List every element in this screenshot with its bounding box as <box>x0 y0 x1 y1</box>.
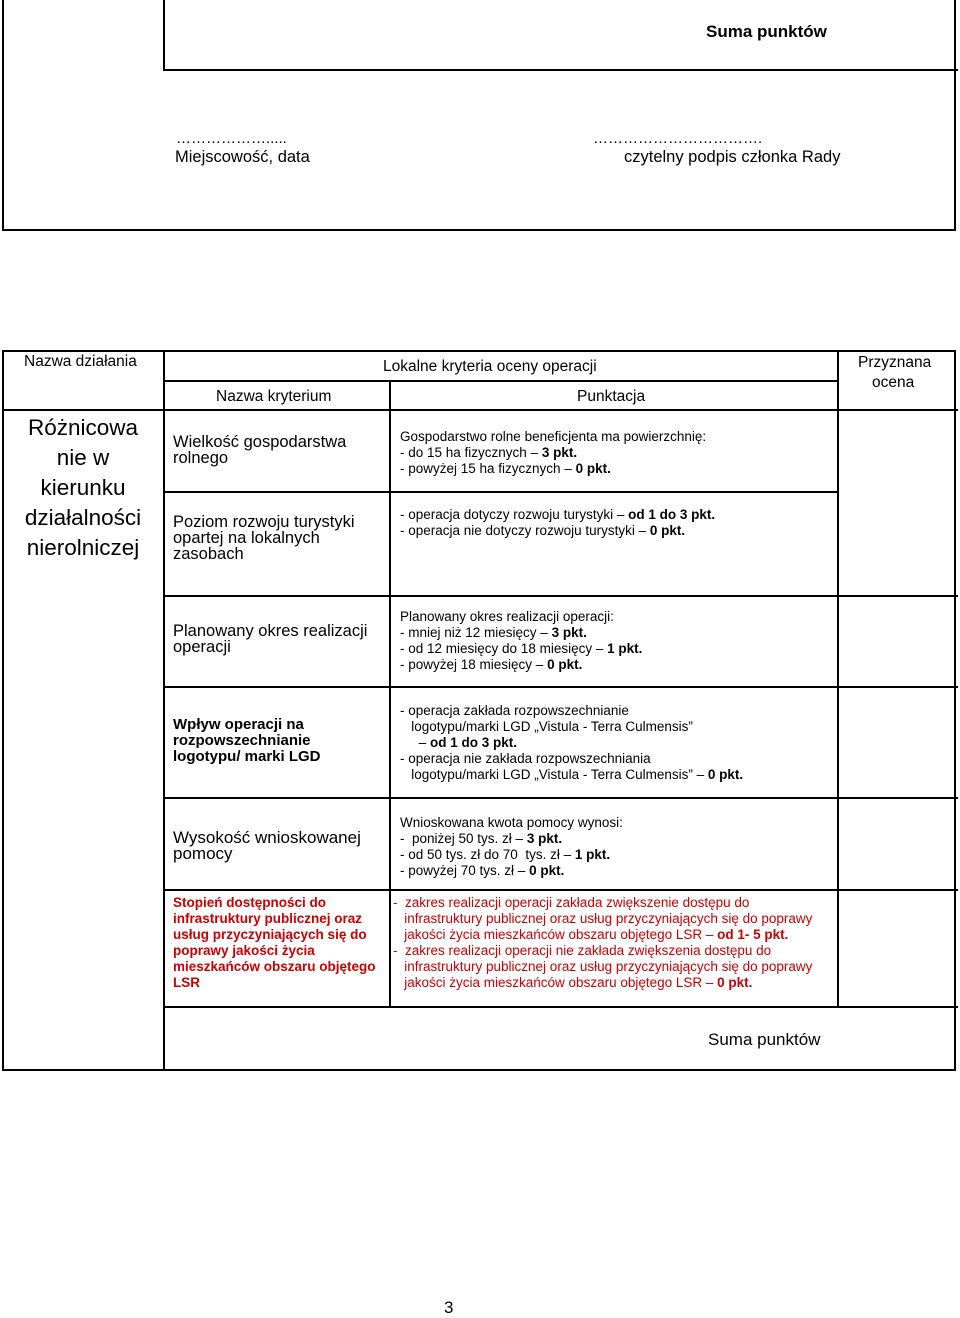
scoring-points: 0 pkt. <box>529 863 565 878</box>
criterion-line: Planowany okres realizacji <box>173 622 368 640</box>
page-number: 3 <box>444 1298 454 1317</box>
scoring-text: - operacja zakłada rozpowszechnianie <box>400 703 629 718</box>
scoring-points: 3 pkt. <box>541 445 578 460</box>
scoring-line <box>400 461 706 477</box>
scoring-aid-amount <box>400 815 623 879</box>
signature-box-divider <box>163 0 165 70</box>
signature-box-rule <box>163 69 958 71</box>
scoring-text: - zakres realizacji operacji zakłada zwiększenie dostępu do <box>393 895 750 910</box>
scoring-line <box>400 735 743 751</box>
scoring-line <box>400 863 623 879</box>
signature-label: czytelny podpis członka Rady <box>624 148 841 166</box>
action-name-line: Różnicowa <box>27 415 139 440</box>
criterion-line: Wpływ operacji na <box>173 716 304 733</box>
scoring-line <box>393 895 812 911</box>
scoring-text: - powyżej 70 tys. zł – <box>400 863 530 878</box>
scoring-text: jakości życia mieszkańców obszaru objętego LSR – <box>393 927 718 942</box>
scoring-text: - od 12 miesięcy do 18 miesięcy – <box>400 641 608 656</box>
table-row-rule-4 <box>163 797 958 799</box>
scoring-points: 0 pkt. <box>717 975 753 990</box>
criterion-implementation-period <box>173 621 368 656</box>
scoring-points: 0 pkt. <box>575 461 611 476</box>
scoring-text: - od 50 tys. zł do 70 tys. zł – <box>400 847 575 862</box>
action-name-line: kierunku <box>40 475 126 500</box>
action-name-line: nierolniczej <box>26 535 140 560</box>
table-col-divider-2 <box>389 380 391 1008</box>
table-suma-punktow-label: Suma punktów <box>708 1030 821 1049</box>
scoring-line <box>393 975 812 991</box>
table-col-divider-3 <box>837 350 839 1008</box>
scoring-line <box>400 847 623 863</box>
scoring-farm-size <box>400 429 706 477</box>
table-row-rule-5 <box>163 889 958 891</box>
criterion-line: Wielkość gospodarstwa <box>173 433 347 451</box>
scoring-text: - zakres realizacji operacji nie zakłada zwiększenia dostępu do <box>393 943 772 958</box>
action-name-line: działalności <box>24 505 142 530</box>
scoring-infrastructure-access <box>393 895 812 991</box>
scoring-points: od 1- 5 pkt. <box>717 927 789 942</box>
table-row-rule-1 <box>163 491 838 493</box>
scoring-line <box>400 719 743 735</box>
criterion-line: usług przyczyniających się do <box>173 927 367 942</box>
scoring-text: Wnioskowana kwota pomocy wynosi: <box>400 815 623 830</box>
scoring-points: 3 pkt. <box>526 831 563 846</box>
scoring-text: - powyżej 15 ha fizycznych – <box>400 461 576 476</box>
criterion-line: logotypu/ marki LGD <box>173 748 321 765</box>
table-header-rule-1 <box>163 380 838 382</box>
scoring-line <box>393 959 812 975</box>
scoring-line <box>393 943 812 959</box>
header-awarded-line-1: Przyznana <box>858 354 932 371</box>
scoring-text: - do 15 ha fizycznych – <box>400 445 542 460</box>
scoring-line <box>400 445 706 461</box>
scoring-text: jakości życia mieszkańców obszaru objętego LSR – <box>393 975 718 990</box>
criterion-line: operacji <box>173 638 231 656</box>
scoring-line <box>400 831 623 847</box>
criterion-line: infrastruktury publicznej oraz <box>173 911 363 926</box>
action-name-cell <box>4 413 162 563</box>
scoring-line <box>400 429 706 445</box>
header-awarded-line-2: ocena <box>872 374 915 391</box>
scoring-text: logotypu/marki LGD „Vistula - Terra Culmensis” – <box>400 767 708 782</box>
scoring-text: – <box>400 735 431 750</box>
table-row-rule-6 <box>163 1006 958 1008</box>
scoring-line <box>400 703 743 719</box>
criterion-tourism <box>173 512 355 563</box>
scoring-points: 1 pkt. <box>607 641 643 656</box>
scoring-text: logotypu/marki LGD „Vistula - Terra Culmensis” <box>400 719 693 734</box>
scoring-text: Gospodarstwo rolne beneficjenta ma powierzchnię: <box>400 429 707 444</box>
scoring-line <box>400 815 623 831</box>
scoring-points: od 1 do 3 pkt. <box>628 507 716 522</box>
criterion-line: Wysokość wnioskowanej <box>173 828 361 847</box>
scoring-points: 0 pkt. <box>547 657 583 672</box>
criterion-infrastructure-access <box>173 895 376 991</box>
scoring-line <box>393 927 812 943</box>
scoring-line <box>400 625 642 641</box>
scoring-line <box>400 657 642 673</box>
scoring-line <box>400 507 715 523</box>
criterion-line: Stopień dostępności do <box>173 895 327 910</box>
scoring-line <box>400 767 743 783</box>
table-header-rule-2 <box>2 409 958 411</box>
scoring-line <box>400 523 715 539</box>
header-action-name: Nazwa działania <box>24 353 137 370</box>
criterion-logo-impact <box>173 716 321 764</box>
place-date-dots: ………………..... <box>176 130 287 147</box>
criterion-line: zasobach <box>173 545 244 563</box>
signature-dots: ……………………………. <box>593 130 763 147</box>
scoring-text: infrastruktury publicznej oraz usług przyczyniających się do poprawy <box>393 911 813 926</box>
scoring-text: infrastruktury publicznej oraz usług przyczyniających się do poprawy <box>393 959 813 974</box>
scoring-line <box>400 641 642 657</box>
scoring-line <box>400 751 743 767</box>
criterion-farm-size <box>173 432 347 467</box>
scoring-points: 3 pkt. <box>551 625 587 640</box>
criterion-line: poprawy jakości życia <box>173 943 315 958</box>
scoring-implementation-period <box>400 609 642 673</box>
scoring-tourism <box>400 507 715 539</box>
criterion-aid-amount <box>173 828 361 863</box>
scoring-text: - operacja nie dotyczy rozwoju turystyki – <box>400 523 650 538</box>
criterion-line: LSR <box>173 975 200 990</box>
criterion-line: mieszkańców obszaru objętego <box>173 959 376 974</box>
criterion-line: pomocy <box>173 844 233 863</box>
scoring-logo-impact <box>400 703 743 783</box>
scoring-text: - operacja dotyczy rozwoju turystyki – <box>400 507 629 522</box>
place-date-label: Miejscowość, data <box>175 148 310 166</box>
top-suma-punktow-label: Suma punktów <box>706 22 827 41</box>
scoring-points: 0 pkt. <box>649 523 686 538</box>
table-col-divider-1 <box>163 350 165 1071</box>
scoring-text: - powyżej 18 miesięcy – <box>400 657 548 672</box>
action-name-line: nie w <box>56 445 110 470</box>
scoring-points: 0 pkt. <box>707 767 744 782</box>
scoring-text: - mniej niż 12 miesięcy – <box>400 625 552 640</box>
criterion-line: rolnego <box>173 449 229 467</box>
criterion-line: Poziom rozwoju turystyki <box>173 513 355 531</box>
criterion-line: rozpowszechnianie <box>173 732 311 749</box>
table-row-rule-2 <box>163 595 958 597</box>
table-row-rule-3 <box>163 686 958 688</box>
scoring-text: - operacja nie zakłada rozpowszechniania <box>400 751 651 766</box>
scoring-points: 1 pkt. <box>574 847 611 862</box>
header-local-criteria: Lokalne kryteria oceny operacji <box>383 358 597 375</box>
scoring-line <box>393 911 812 927</box>
scoring-text: - poniżej 50 tys. zł – <box>400 831 527 846</box>
header-scoring: Punktacja <box>577 388 646 405</box>
header-criterion-name: Nazwa kryterium <box>216 388 332 405</box>
scoring-text: Planowany okres realizacji operacji: <box>400 609 614 624</box>
scoring-points: od 1 do 3 pkt. <box>430 735 518 750</box>
criterion-line: opartej na lokalnych <box>173 529 320 547</box>
scoring-line <box>400 609 642 625</box>
